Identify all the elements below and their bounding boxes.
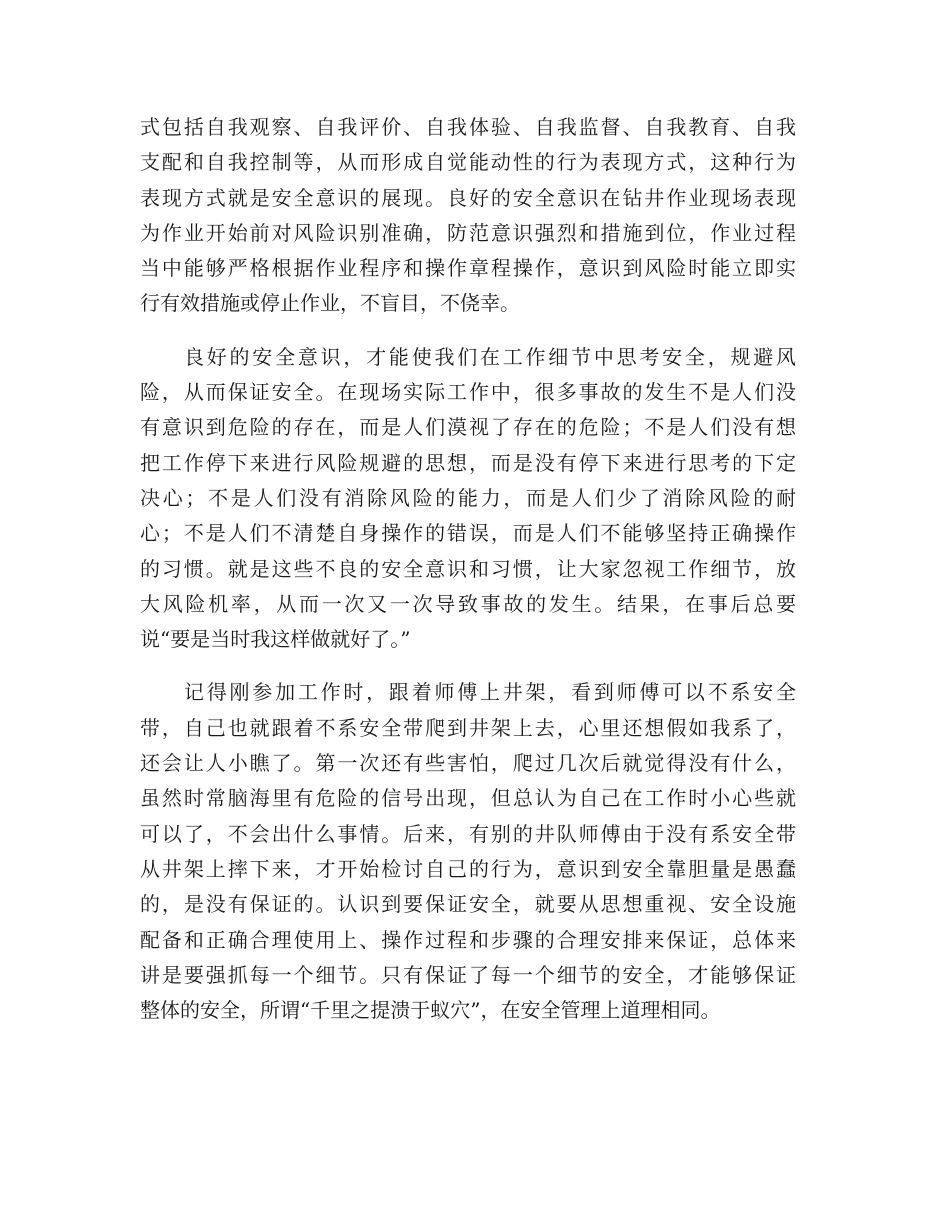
text-line: 带，自己也就跟着不系安全带爬到井架上去，心里还想假如我系了， — [140, 715, 796, 740]
text-line: 说“要是当时我这样做就好了。” — [140, 627, 411, 652]
document-page — [140, 110, 796, 1046]
text-line: 当中能够严格根据作业程序和操作章程操作，意识到风险时能立即实 — [140, 256, 796, 281]
text-line: 配备和正确合理使用上、操作过程和步骤的合理安排来保证，总体来 — [140, 927, 796, 952]
text-line: 从井架上摔下来，才开始检讨自己的行为，意识到安全靠胆量是愚蠢 — [140, 856, 796, 881]
text-line: 还会让人小瞧了。第一次还有些害怕，爬过几次后就觉得没有什么， — [140, 751, 796, 776]
paragraph-1 — [140, 110, 796, 322]
text-line: 记得刚参加工作时，跟着师傅上井架，看到师傅可以不系安全 — [184, 680, 796, 705]
text-line: 良好的安全意识，才能使我们在工作细节中思考安全，规避风 — [184, 344, 796, 369]
text-line: 有意识到危险的存在，而是人们漠视了存在的危险；不是人们没有想 — [140, 415, 796, 440]
text-line: 行有效措施或停止作业，不盲目，不侥幸。 — [140, 291, 520, 316]
text-line: 把工作停下来进行风险规避的思想，而是没有停下来进行思考的下定 — [140, 450, 796, 475]
text-line: 整体的安全，所谓“千里之提溃于蚁穴”，在安全管理上道理相同。 — [140, 998, 721, 1023]
text-line: 险，从而保证安全。在现场实际工作中，很多事故的发生不是人们没 — [140, 380, 796, 405]
text-line: 心；不是人们不清楚自身操作的错误，而是人们不能够坚持正确操作 — [140, 521, 796, 546]
text-line: 式包括自我观察、自我评价、自我体验、自我监督、自我教育、自我 — [140, 115, 796, 139]
text-line: 的习惯。就是这些不良的安全意识和习惯，让大家忽视工作细节，放 — [140, 556, 796, 581]
text-line: 为作业开始前对风险识别准确，防范意识强烈和措施到位，作业过程 — [140, 220, 796, 245]
text-line: 大风险机率，从而一次又一次导致事故的发生。结果，在事后总要 — [140, 591, 796, 616]
text-line: 决心；不是人们没有消除风险的能力，而是人们少了消除风险的耐 — [140, 485, 796, 510]
text-line: 支配和自我控制等，从而形成自觉能动性的行为表现方式，这种行为 — [140, 150, 796, 175]
paragraph-3 — [140, 675, 796, 1028]
paragraph-2 — [140, 340, 796, 658]
text-line: 讲是要强抓每一个细节。只有保证了每一个细节的安全，才能够保证 — [140, 962, 796, 987]
text-line: 表现方式就是安全意识的展现。良好的安全意识在钻井作业现场表现 — [140, 185, 796, 210]
text-line: 虽然时常脑海里有危险的信号出现，但总认为自己在工作时小心些就 — [140, 786, 796, 811]
text-line: 的，是没有保证的。认识到要保证安全，就要从思想重视、安全设施 — [140, 892, 796, 917]
text-line: 可以了，不会出什么事情。后来，有别的井队师傅由于没有系安全带 — [140, 821, 796, 846]
